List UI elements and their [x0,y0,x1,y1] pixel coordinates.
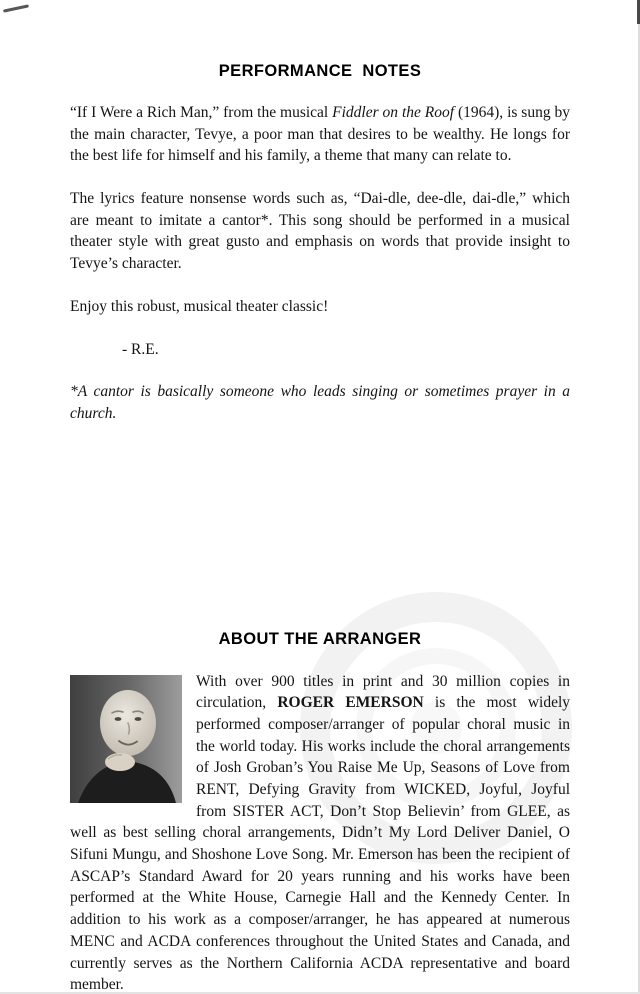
about-arranger-heading: ABOUT THE ARRANGER [218,629,422,648]
notes-paragraph-lyrics: The lyrics feature nonsense words such as, “Dai-dle, dee-dle, dai-dle,” which are meant to imitate a cantor*. This song should be performed in a musical theater style with great gusto and emphasis on words that provide insight to Tevye’s character. [70,190,570,273]
arranger-initials: - R.E. [122,340,159,358]
arranger-bio-section [70,671,570,994]
arranger-portrait-photo [70,675,182,803]
cantor-footnote: *A cantor is basically someone who leads singing or sometimes prayer in a church. [70,383,570,422]
performance-notes-heading: PERFORMANCE NOTES [218,62,422,80]
notes-paragraph-song-intro: “If I Were a Rich Man,” from the musical Fiddler on the Roof (1964), is sung by the main character, Tevye, a poor man that desires to be wealthy. He longs for the best life for himself and his family, a theme that many can relate to. [70,104,570,165]
portrait-illustration [70,675,182,803]
bio-paragraph: With over 900 titles in print and 30 million copies in circulation, ROGER EMERSON is the most widely performed composer/arranger of popular choral music in the world today. His works include the choral arrangements of Josh Groban’s You Raise Me Up, Seasons of Love from RENT, Defying Gravity from WICKED, Joyful, Joyful from SISTER ACT, Don’t Stop Believin’ from GLEE, as well as best selling choral arrangements, Didn’t My Lord Deliver Daniel, O Sifuni Mungu, and Shoshone Love Song. Mr. Emerson has been the recipient of ASCAP’s Standard Award for 20 years running and his works have been performed at the White House, Carnegie Hall and the Kennedy Center. In addition to his work as a composer/arranger, he has appeared at numerous MENC and ACDA conferences throughout the United States and Canada, and currently serves as the Northern California ACDA representative and board member. [70,672,571,994]
notes-paragraph-closing: Enjoy this robust, musical theater classic! [70,297,329,315]
